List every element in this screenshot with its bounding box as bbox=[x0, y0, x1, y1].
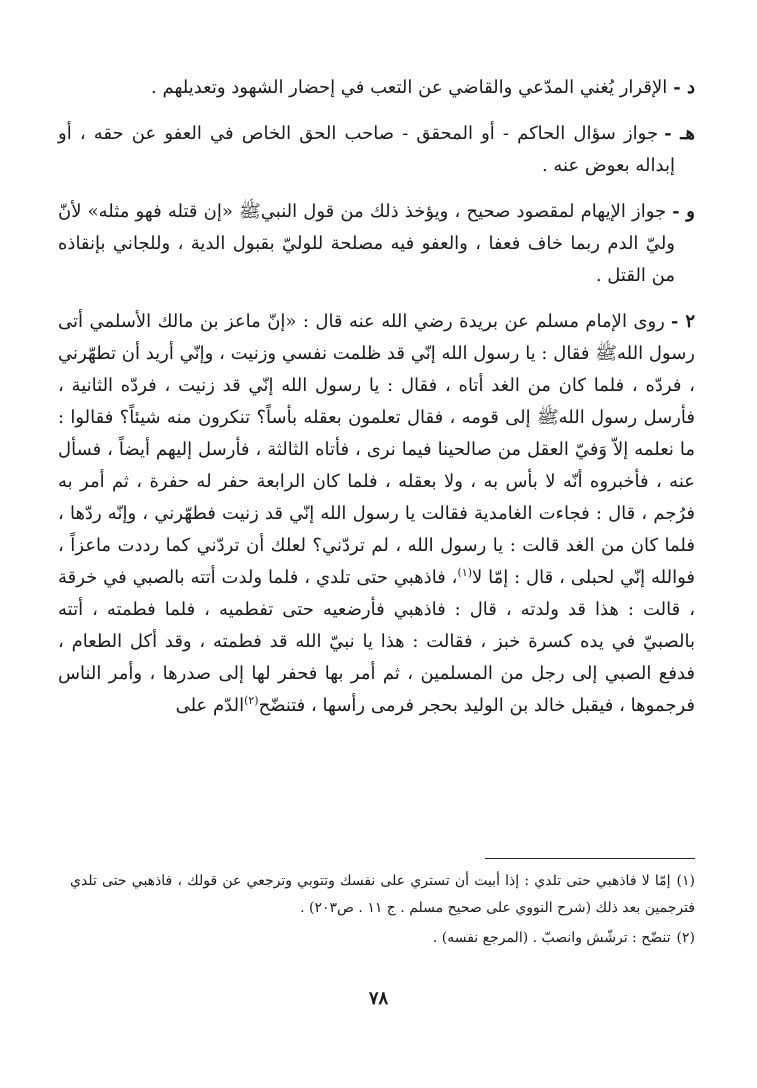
paragraph-h bbox=[58, 118, 695, 182]
footnote-ref-2[interactable]: (٢) bbox=[244, 694, 259, 707]
item-marker-2: ٢ - bbox=[670, 311, 695, 332]
item-marker-h: هـ - bbox=[664, 123, 695, 144]
paragraph-2-text-part1: روى الإمام مسلم عن بريدة رضي الله عنه قال : «إنّ ماعز بن مالك الأسلمي أتى رسول اللهﷺ فقال : يا رسول الله إنّي قد ظلمت نفسي وزنيت ، وإنّي أريد أن تطهّرني ، فردّه ، فلما كان من الغد أتاه ، فقال : يا رسول الله إنّي قد زنيت ، فردّه الثانية ، فأرسل رسول اللهﷺ إلى قومه ، فقال تعلمون بعقله بأساً؟ تنكرون منه شيئاً؟ فقالوا : ما نعلمه إلاّ وَفيّ العقل من صالحينا فيما نرى ، فأتاه الثالثة ، فأرسل إليهم أيضاً ، فسأل عنه ، فأخبروه أنّه لا بأس به ، ولا بعقله ، فلما كان الرابعة حفر له حفرة ، ثم أمر به فرُجم ، قال : فجاءت الغامدية فقالت يا رسول الله إنّي قد زنيت فطهّرني ، وإنّه ردّها ، فلما كان من الغد قالت : يا رسول الله ، لم تردّني؟ لعلك أن تردّني كما رددت ماعزاً ، فوالله إنّي لحبلى ، قال : إمّا لا bbox=[58, 311, 696, 588]
paragraph-w bbox=[58, 196, 695, 292]
footnote-divider bbox=[485, 858, 695, 859]
footnote-1-text: إمّا لا فاذهبي حتى تلدي : إذا أبيت أن تستري على نفسك وتتوبي وترجعي عن قولك ، فاذهبي حتى تلدي فترجمين بعد ذلك (شرح النووي على صحيح مسلم . ج ١١ . ص٢٠٣) . bbox=[70, 873, 695, 916]
item-marker-d: د - bbox=[673, 77, 695, 98]
paragraph-d bbox=[58, 72, 695, 104]
footnote-2-text: تنضّح : ترشّش وانصبّ . (المرجع نفسه) . bbox=[432, 930, 671, 946]
paragraph-2-text-part2: ، فاذهبي حتى تلدي ، فلما ولدت أتته بالصبي في خرقة ، قالت : هذا قد ولدته ، قال : فاذهبي فأرضعيه حتى تفطميه ، فلما فطمته ، أتته بالصبيّ في يده كسرة خبز ، فقالت : هذا يا نبيّ الله قد فطمته ، وقد أكل الطعام ، فدفع الصبي إلى رجل من المسلمين ، ثم أمر بها فحفر لها إلى صدرها ، وأمر الناس فرجموها ، فيقبل خالد بن الوليد بحجر فرمى رأسها ، فتنضّح bbox=[58, 567, 695, 716]
paragraph-2 bbox=[58, 306, 695, 722]
paragraph-d-text: الإقرار يُغني المدّعي والقاضي عن التعب في إحضار الشهود وتعديلهم . bbox=[151, 77, 668, 98]
paragraph-w-text: جواز الإيهام لمقصود صحيح ، ويؤخذ ذلك من قول النبيﷺ «إن قتله فهو مثله» لأنّ وليّ الدم ربما خاف فعفا ، والعفو فيه مصلحة للوليّ بقبول الدية ، وللجاني بإنقاذه من القتل . bbox=[58, 201, 675, 286]
footnote-1 bbox=[70, 868, 695, 922]
paragraph-2-text-part3: الدّم على bbox=[175, 695, 245, 716]
item-marker-w: و - bbox=[672, 201, 695, 222]
footnote-2 bbox=[70, 925, 695, 952]
footnote-2-number: (٢) bbox=[676, 930, 695, 946]
footnotes-section bbox=[70, 868, 695, 955]
page-number: ٧٨ bbox=[368, 988, 389, 1009]
footnote-1-number: (١) bbox=[676, 873, 695, 889]
footnote-ref-1[interactable]: (١) bbox=[457, 566, 472, 579]
paragraph-h-text: جواز سؤال الحاكم - أو المحقق - صاحب الحق الخاص في العفو عن حقه ، أو إبداله بعوض عنه . bbox=[58, 123, 675, 176]
